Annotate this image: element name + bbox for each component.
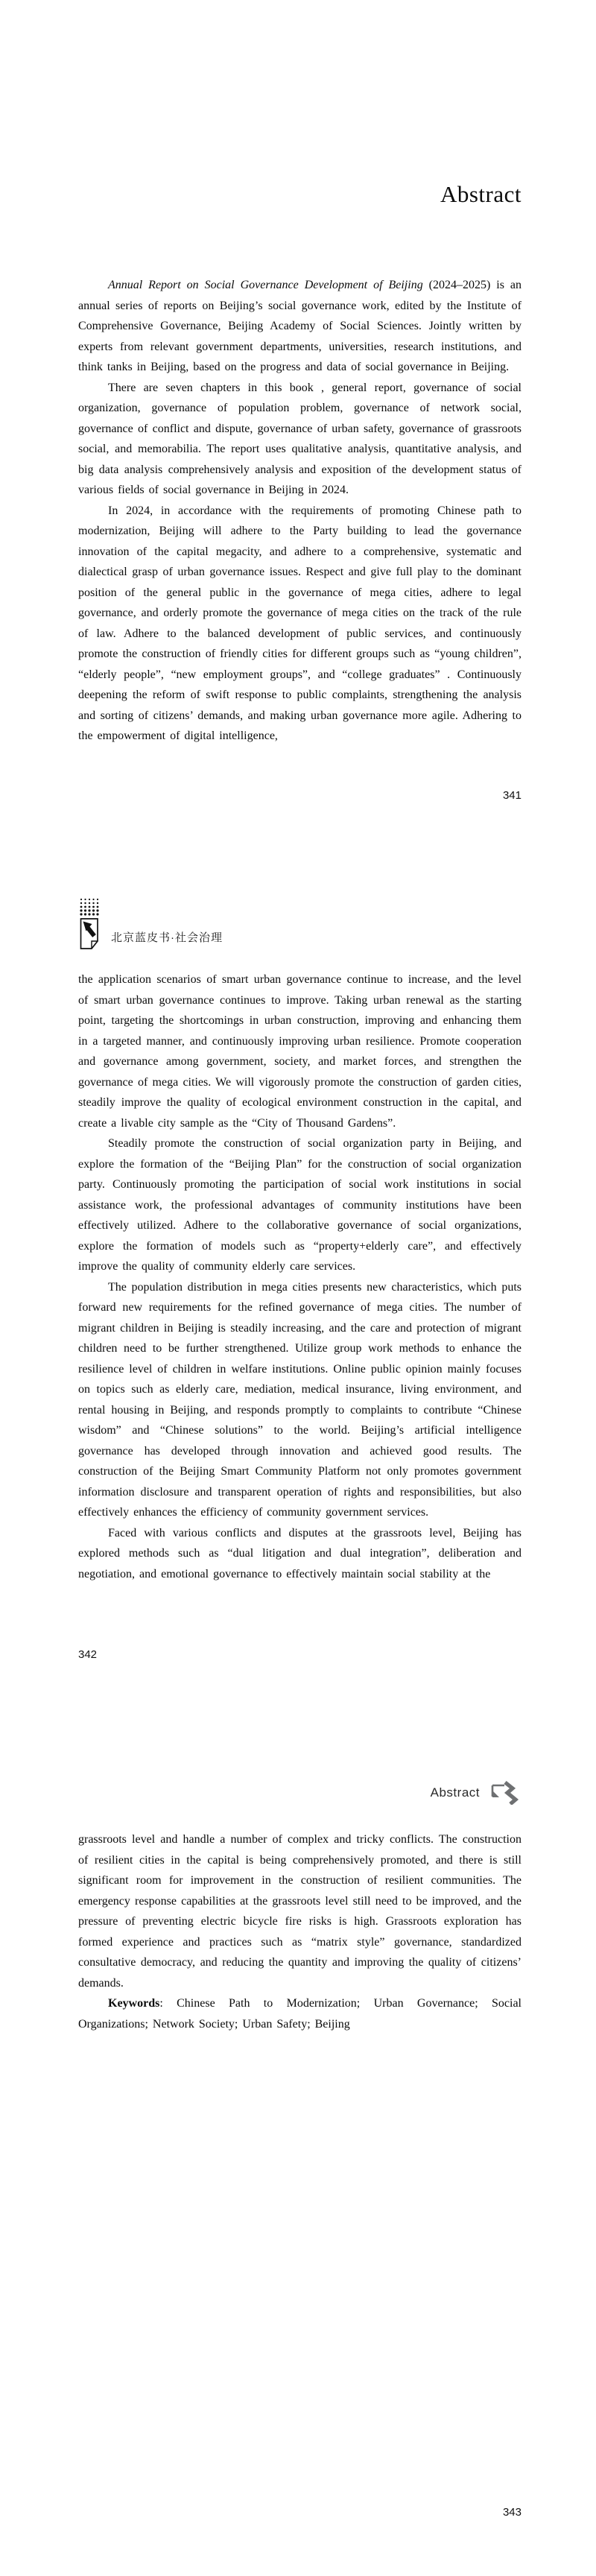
page-number-341: 341 bbox=[502, 789, 522, 802]
paragraph: There are seven chapters in this book , general report, governance of social organization, governance of population problem, governance of network social, governance of conflict and dispute, governance of urban safety, governance of grassroots social, and memorabilia. The report uses qualitative analysis, quantitative analysis, and big data analysis comprehensively analysis and exposition of the development status of various fields of social governance in Beijing in 2024. bbox=[78, 381, 522, 496]
page-341-body bbox=[78, 275, 522, 747]
paragraph: Steadily promote the construction of social organization party in Beijing, and explore the formation of the “Beijing Plan” for the construction of social organization party. Continuously promoting the participation of social work institutions in social assistance work, the professional advantages of community institutions have been effectively utilized. Adhere to the collaborative governance of social organizations, explore the formation of models such as “property+elderly care”, and effectively improve the quality of community elderly care services. bbox=[78, 1137, 522, 1273]
blue-book-logo-icon bbox=[78, 897, 101, 951]
page-number-343: 343 bbox=[502, 2506, 522, 2519]
keywords-label: Keywords bbox=[108, 1997, 160, 2010]
page-title: Abstract bbox=[440, 181, 522, 207]
page-343-body bbox=[78, 1829, 522, 2034]
paragraph bbox=[78, 275, 522, 378]
running-header-text: Abstract bbox=[430, 1785, 480, 1800]
page-342-body bbox=[78, 969, 522, 1584]
paragraph-text: (2024–2025) is an annual series of reports on Beijing’s social governance work, edited by the Institute of Comprehensive Governance, Beijing Academy of Social Sciences. Jointly written by experts from relevant government departments, universities, research institutions, and think tanks in Beijing, based on the progress and data of social governance in Beijing. bbox=[78, 279, 522, 373]
running-header-left bbox=[78, 897, 522, 951]
page-number-342: 342 bbox=[78, 1648, 98, 1661]
running-header-text: 北京蓝皮书·社会治理 bbox=[111, 931, 223, 944]
paragraph-continued: the application scenarios of smart urban governance continue to increase, and the level of smart urban governance continues to improve. Taking urban renewal as the starting point, targeting the shortcomings in urban construction, improving and enhancing them in a targeted manner, and continuously improving urban resilience. Promote cooperation and governance among government, society, and market forces, and strengthen the governance of mega cities. We will vigorously promote the construction of garden cities, steadily improve the quality of ecological environment construction in the capital, and create a livable city sample as the “City of Thousand Gardens”. bbox=[78, 973, 522, 1130]
keywords-paragraph bbox=[78, 1993, 522, 2034]
book-title-italic: Annual Report on Social Governance Development of Beijing bbox=[108, 279, 423, 291]
keywords-text: Chinese Path to Modernization; Urban Governance; Social Organizations; Network Society; Urban Safety; Beijing bbox=[78, 1997, 522, 2031]
page-arrow-right-icon bbox=[490, 1781, 522, 1805]
running-header-right bbox=[78, 1781, 522, 1805]
paragraph: In 2024, in accordance with the requirements of promoting Chinese path to modernization, Beijing will adhere to the Party building to lead the governance innovation of the capital megacity, and adhere to a comprehensive, systematic and dialectical grasp of urban governance issues. Respect and give full play to the dominant position of the general public in the governance of mega cities, adhere to legal governance, and orderly promote the governance of mega cities on the track of the rule of law. Adhere to the balanced development of public services, and continuously promote the construction of friendly cities for different groups such as “young children”, “elderly people”, “new employment groups”, and “college graduates” . Continuously deepening the reform of swift response to public complaints, strengthening the analysis and sorting of citizens’ demands, and making urban governance more agile. Adhering to the empowerment of digital intelligence, bbox=[78, 504, 522, 742]
paragraph: Faced with various conflicts and disputes at the grassroots level, Beijing has explored methods such as “dual litigation and dual integration”, deliberation and negotiation, and emotional governance to effectively maintain social stability at the bbox=[78, 1526, 522, 1580]
paragraph-continued: grassroots level and handle a number of complex and tricky conflicts. The construction of resilient cities in the capital is being comprehensively promoted, and there is still significant room for improvement in the construction of resilient communities. The emergency response capabilities at the grassroots level still need to be improved, and the pressure of preventing electric bicycle fire risks is high. Grassroots exploration has formed experience and practices such as “matrix style” governance, standardized consultative democracy, and reducing the quantity and improving the quality of citizens’ demands. bbox=[78, 1833, 522, 1990]
paragraph: The population distribution in mega cities presents new characteristics, which puts forward new requirements for the refined governance of mega cities. The number of migrant children in Beijing is steadily increasing, and the care and protection of migrant children need to be further strengthened. Utilize group work methods to enhance the resilience level of children in welfare institutions. Online public opinion mainly focuses on topics such as elderly care, mediation, medical insurance, living environment, and rental housing in Beijing, and responds promptly to complaints to contribute “Chinese wisdom” and “Chinese solutions” to the world. Beijing’s artificial intelligence governance has developed through innovation and achieved good results. The construction of the Beijing Smart Community Platform not only promotes government information disclosure and transparent operation of rights and responsibilities, but also effectively enhances the efficiency of community government services. bbox=[78, 1280, 522, 1519]
keywords-colon: : bbox=[159, 1997, 177, 2010]
